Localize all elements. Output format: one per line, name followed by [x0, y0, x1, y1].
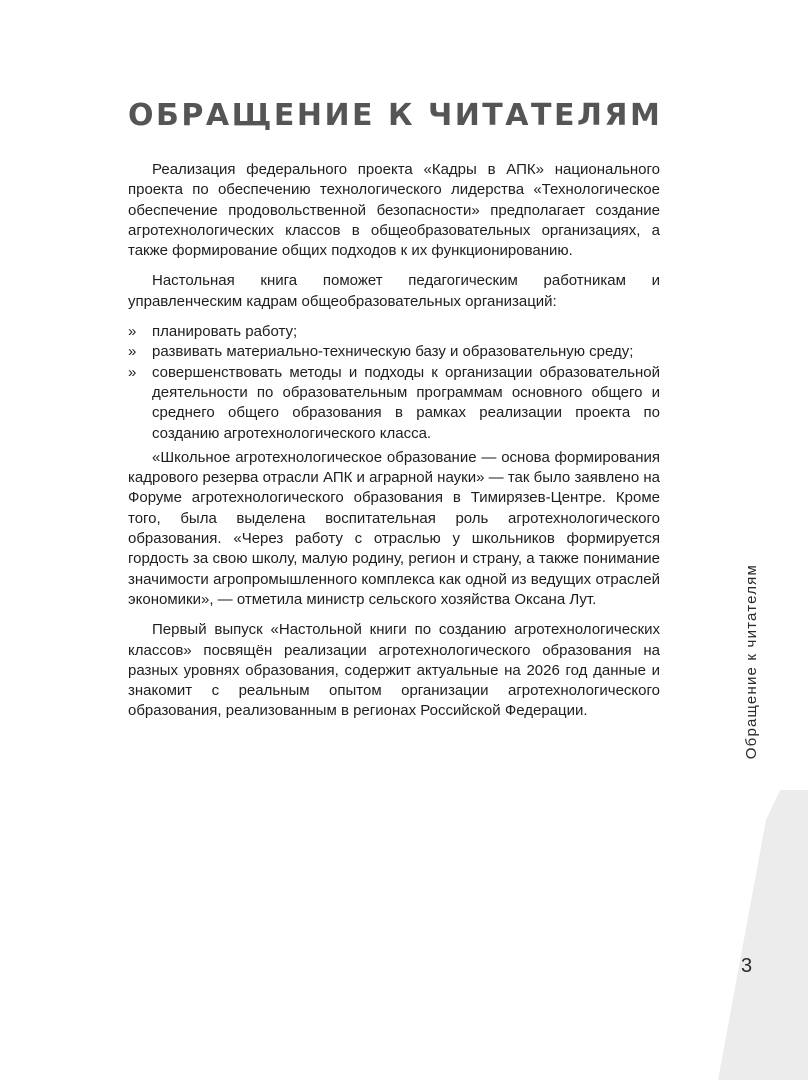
bullet-marker: »	[128, 363, 137, 381]
page-number: 3	[741, 955, 753, 977]
bullet-marker: »	[128, 323, 137, 341]
intro-paragraph: Реализация федерального проекта «Кадры в АПК» национального проекта по обеспечению технологического лидерства «Технологическое обеспечение продовольственной безопасности» предполагает создание агротехнологических классов в общеобразовательных организациях, а также формирование общих подходов к их функционированию.	[128, 161, 660, 260]
list-item	[128, 342, 660, 362]
first-edition-paragraph: Первый выпуск «Настольной книги по созданию агротехнологических классов» посвящён реализации агротехнологического образования на разных уровнях образования, содержит актуальные на 2026 год данные и знакомит с реальным опытом организации агротехнологического образования, реализованным в регионах Российской Федерации.	[128, 621, 660, 720]
page-body	[128, 160, 660, 732]
goals-list	[128, 322, 660, 444]
list-item-text: развивать материально-техническую базу и образовательную среду;	[152, 343, 634, 361]
page-heading: ОБРАЩЕНИЕ К ЧИТАТЕЛЯМ	[128, 98, 663, 133]
list-item	[128, 363, 660, 444]
book-purpose-paragraph: Настольная книга поможет педагогическим работникам и управленческим кадрам общеобразовательных организаций:	[128, 272, 660, 310]
running-head-text: Обращение к читателям	[743, 564, 760, 760]
list-item-text: планировать работу;	[152, 323, 298, 341]
forum-quote-paragraph: «Школьное агротехнологическое образование — основа формирования кадрового резерва отрасли АПК и аграрной науки» — так было заявлено на Форуме агротехнологического образования в Тимирязев-Центре. Кроме того, была выделена воспитательная роль агротехнологического образования. «Через работу с отраслью у школьников формируется гордость за свою школу, малую родину, регион и страну, а также понимание значимости агропромышленного комплекса как одной из ведущих отраслей экономики», — отметила министр сельского хозяйства Оксана Лут.	[128, 448, 660, 608]
list-item-text: совершенствовать методы и подходы к организации образовательной деятельности по образовательным программам основного общего и среднего общего образования в рамках реализации проекта по созданию агротехнологического класса.	[152, 363, 660, 442]
running-head	[733, 564, 771, 764]
list-item	[128, 322, 660, 342]
decorative-letter-a-graphic	[718, 790, 808, 1080]
bullet-marker: »	[128, 343, 137, 361]
